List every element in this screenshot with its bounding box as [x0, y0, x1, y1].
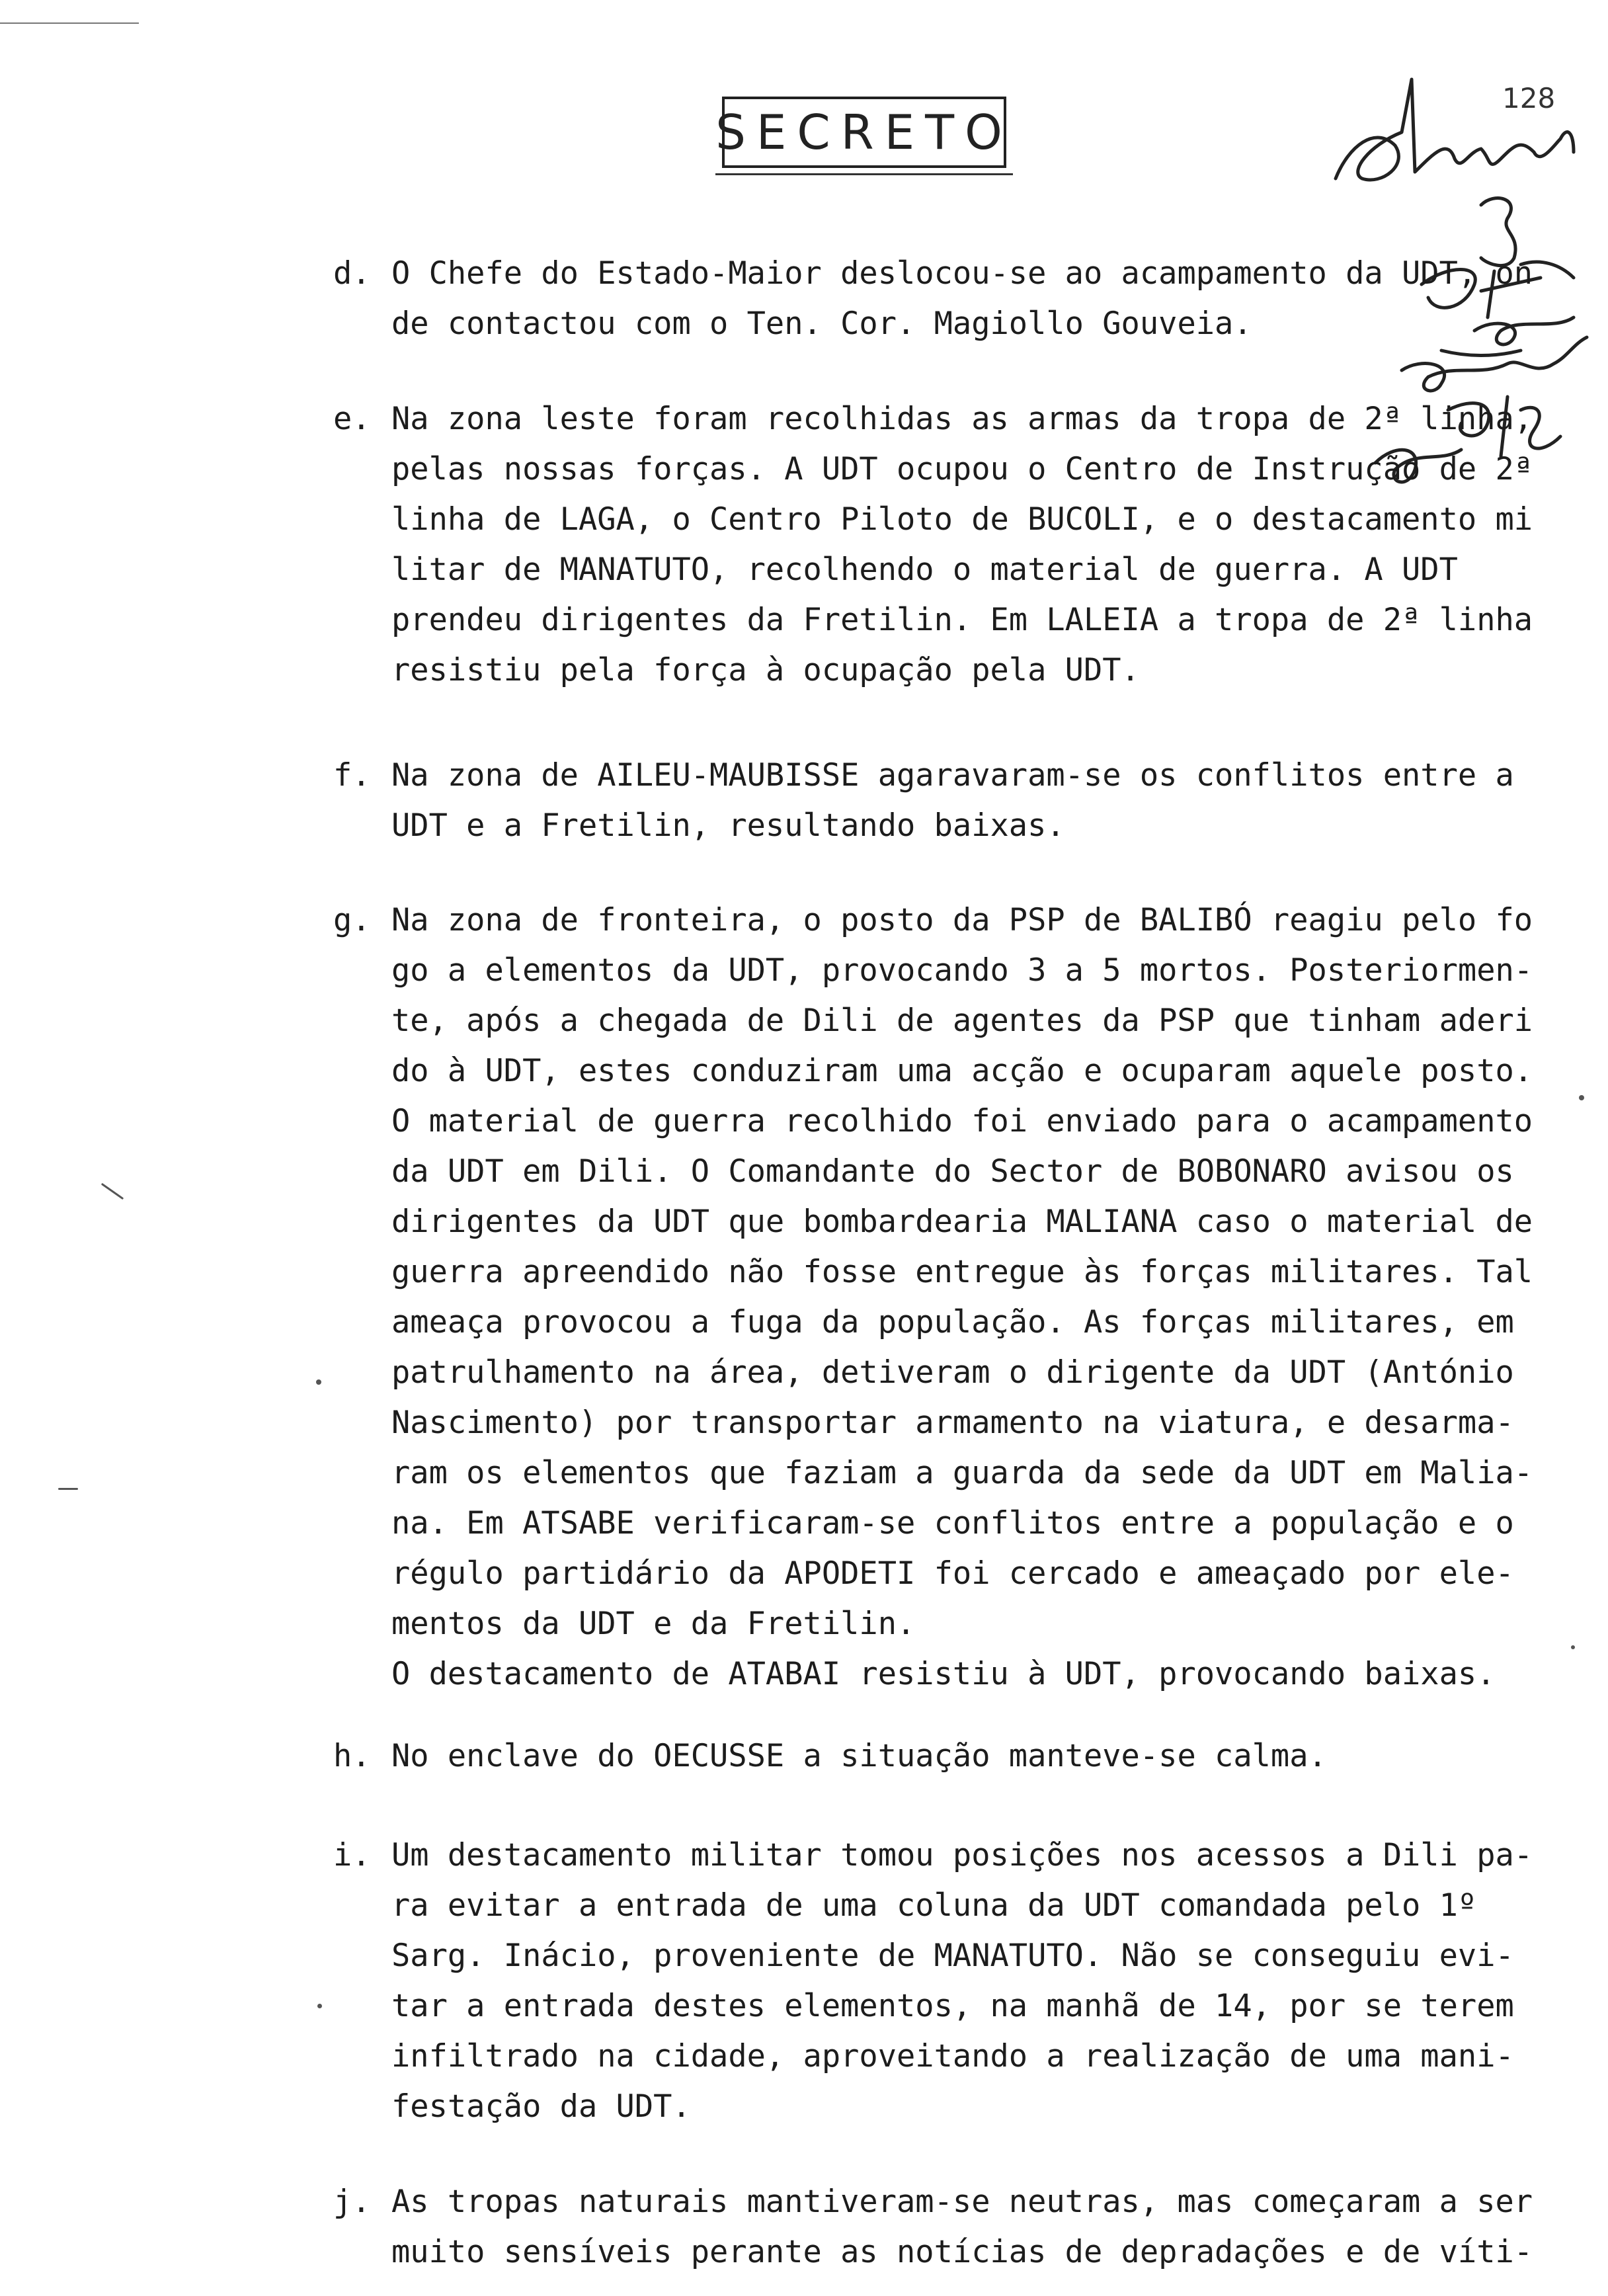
paragraph-line: te, após a chegada de Dili de agentes da PSP que tinham aderi [391, 1003, 1533, 1039]
page-number: 128 [1502, 82, 1556, 114]
paragraph-line: mentos da UDT e da Fretilin. [391, 1606, 916, 1642]
paragraph-line: prendeu dirigentes da Fretilin. Em LALEIA a tropa de 2ª linha [391, 602, 1533, 638]
paragraph-item [333, 394, 1533, 696]
paragraph-line: tar a entrada destes elementos, na manhã de 14, por se terem [391, 1988, 1514, 2024]
scan-speck [101, 1183, 124, 1200]
scan-edge-rule [0, 22, 139, 24]
paragraph-line: go a elementos da UDT, provocando 3 a 5 mortos. Posteriormen- [391, 952, 1533, 989]
paragraph-line: O material de guerra recolhido foi enviado para o acampamento [391, 1103, 1533, 1139]
paragraph-line: linha de LAGA, o Centro Piloto de BUCOLI, e o destacamento mi [391, 501, 1533, 538]
paragraph-line: As tropas naturais mantiveram-se neutras, mas começaram a ser [391, 2184, 1533, 2220]
paragraph-item [333, 249, 1533, 349]
paragraph-marker: g. [333, 902, 371, 938]
paragraph-line: UDT e a Fretilin, resultando baixas. [391, 807, 1065, 844]
paragraph-item [333, 895, 1533, 1700]
paragraph-line: do à UDT, estes conduziram uma acção e ocuparam aquele posto. [391, 1053, 1533, 1089]
paragraph-line: O Chefe do Estado-Maior deslocou-se ao acampamento da UDT, on [391, 255, 1533, 292]
paragraph-marker: h. [333, 1738, 371, 1774]
paragraph-marker: j. [333, 2184, 371, 2220]
paragraph-line: na. Em ATSABE verificaram-se conflitos entre a população e o [391, 1505, 1514, 1541]
paragraph-marker: f. [333, 757, 371, 794]
paragraph-line: ram os elementos que faziam a guarda da sede da UDT em Malia- [391, 1455, 1533, 1491]
paragraph-marker: i. [333, 1837, 371, 1873]
paragraph-line: patrulhamento na área, detiveram o dirigente da UDT (António [391, 1354, 1514, 1391]
paragraph-line: No enclave do OECUSSE a situação manteve-se calma. [391, 1738, 1327, 1774]
scan-speck [317, 2004, 322, 2008]
paragraph-line: Na zona de AILEU-MAUBISSE agaravaram-se os conflitos entre a [391, 757, 1514, 794]
paragraph-item [333, 1830, 1533, 2132]
paragraph-line: dirigentes da UDT que bombardearia MALIANA caso o material de [391, 1204, 1533, 1240]
paragraph-item [333, 1731, 1523, 1782]
scan-speck [58, 1488, 78, 1490]
paragraph-line: litar de MANATUTO, recolhendo o material de guerra. A UDT [391, 552, 1458, 588]
scan-speck [316, 1379, 321, 1385]
classification-stamp: SECRETO [722, 97, 1006, 168]
paragraph-line: resistiu pela força à ocupação pela UDT. [391, 652, 1140, 688]
paragraph-line: pelas nossas forças. A UDT ocupou o Centro de Instrução de 2ª [391, 451, 1533, 487]
stamp-underline [715, 173, 1013, 175]
paragraph-line: guerra apreendido não fosse entregue às forças militares. Tal [391, 1254, 1533, 1290]
paragraph-item [333, 2177, 1533, 2277]
scan-speck [1571, 1645, 1575, 1649]
paragraph-marker: d. [333, 255, 371, 292]
paragraph-line: ra evitar a entrada de uma coluna da UDT comandada pelo 1º [391, 1887, 1477, 1924]
paragraph-line: régulo partidário da APODETI foi cercado e ameaçado por ele- [391, 1555, 1514, 1592]
paragraph-line: O destacamento de ATABAI resistiu à UDT, provocando baixas. [391, 1656, 1496, 1692]
paragraph-line: Um destacamento militar tomou posições nos acessos a Dili pa- [391, 1837, 1533, 1873]
paragraph-line: ameaça provocou a fuga da população. As forças militares, em [391, 1304, 1514, 1340]
paragraph-marker: e. [333, 401, 371, 437]
paragraph-line: Sarg. Inácio, proveniente de MANATUTO. Não se conseguiu evi- [391, 1938, 1514, 1974]
paragraph-line: de contactou com o Ten. Cor. Magiollo Gouveia. [391, 306, 1252, 342]
paragraph-line: da UDT em Dili. O Comandante do Sector de BOBONARO avisou os [391, 1153, 1514, 1190]
paragraph-line: Na zona leste foram recolhidas as armas da tropa de 2ª linha, [391, 401, 1533, 437]
scan-speck [1579, 1095, 1584, 1100]
paragraph-item [333, 751, 1523, 851]
paragraph-line: Nascimento) por transportar armamento na viatura, e desarma- [391, 1405, 1514, 1441]
paragraph-line: infiltrado na cidade, aproveitando a realização de uma mani- [391, 2038, 1514, 2074]
paragraph-line: Na zona de fronteira, o posto da PSP de BALIBÓ reagiu pelo fo [391, 902, 1533, 938]
paragraph-line: muito sensíveis perante as notícias de depradações e de víti- [391, 2234, 1533, 2270]
paragraph-line: festação da UDT. [391, 2088, 691, 2125]
